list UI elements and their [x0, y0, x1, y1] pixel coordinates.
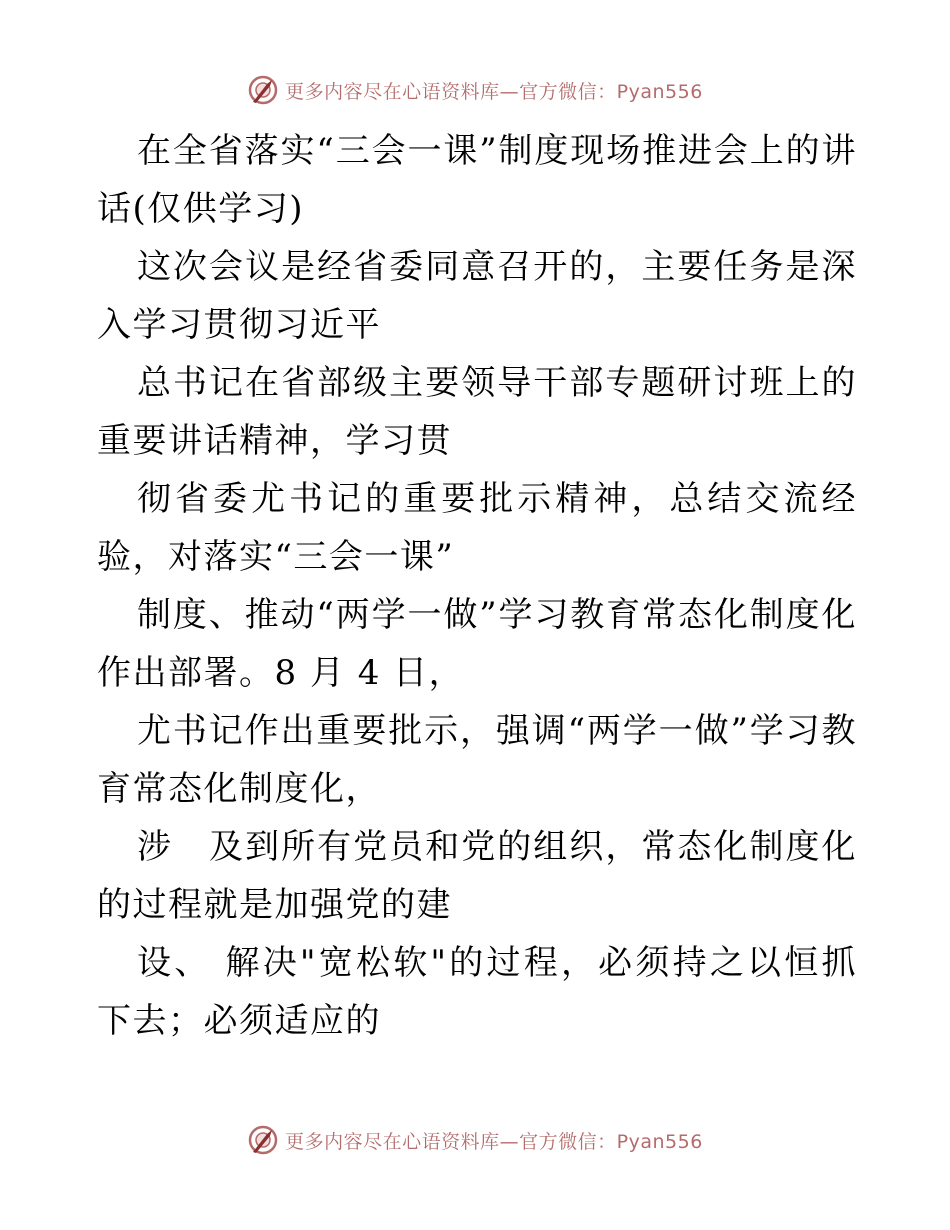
watermark-text: 更多内容尽在心语资料库—官方微信：Pyan556 [285, 1130, 703, 1153]
footer-watermark-banner [0, 1120, 950, 1160]
paragraph: 涉 及到所有党员和党的组织，常态化制度化的过程就是加强党的建 [97, 827, 857, 925]
document-body [97, 122, 857, 1050]
paragraph-title: 在全省落实“三会一课”制度现场推进会上的讲话(仅供学习) [97, 131, 857, 229]
paragraph: 总书记在省部级主要领导干部专题研讨班上的重要讲话精神，学习贯 [97, 363, 857, 461]
watermark-text: 更多内容尽在心语资料库—官方微信：Pyan556 [285, 80, 703, 103]
paragraph: 设、 解决"宽松软"的过程，必须持之以恒抓下去；必须适应的 [97, 943, 857, 1041]
paragraph: 制度、推动“两学一做”学习教育常态化制度化作出部署。8 月 4 日， [97, 595, 857, 693]
quill-seal-logo-icon [247, 1124, 279, 1156]
paragraph: 彻省委尤书记的重要批示精神，总结交流经验，对落实“三会一课” [97, 479, 857, 577]
paragraph: 尤书记作出重要批示，强调“两学一做”学习教育常态化制度化， [97, 711, 857, 809]
header-watermark-banner [0, 70, 950, 110]
quill-seal-logo-icon [247, 74, 279, 106]
paragraph: 这次会议是经省委同意召开的，主要任务是深入学习贯彻习近平 [97, 247, 857, 345]
